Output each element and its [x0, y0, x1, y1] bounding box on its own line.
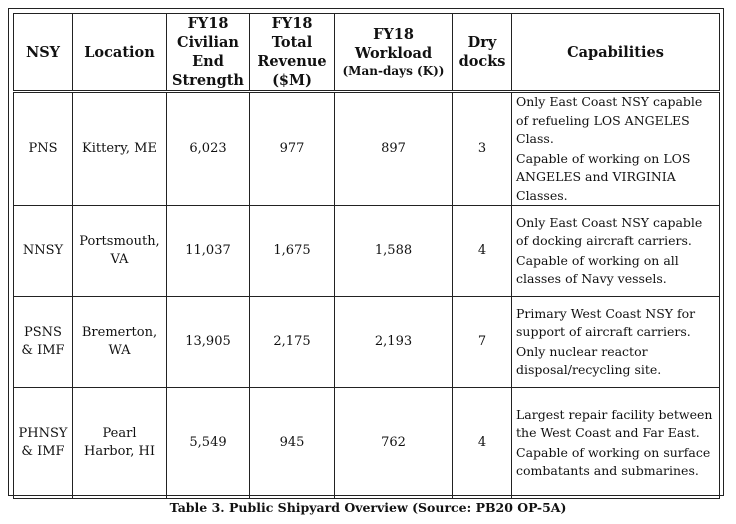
- capability-text: Capable of working on all classes of Navy vessels.: [516, 252, 679, 286]
- cell-location-line: VA: [110, 252, 129, 267]
- capability-text: Only East Coast NSY capable of refueling LOS ANGELES Class.: [516, 94, 703, 146]
- cell-nsy: [14, 388, 73, 499]
- cell-nsy-line: PNS: [28, 141, 58, 156]
- header-revenue-line: FY18: [271, 15, 313, 32]
- header-workload-unit: (Man-days (K)): [342, 64, 445, 78]
- cell-capabilities: [512, 388, 720, 499]
- table-row: [14, 388, 720, 499]
- cell-drydocks: 4: [453, 206, 512, 297]
- header-revenue-line: Revenue: [257, 53, 327, 70]
- header-civilian-line: Civilian: [177, 34, 239, 51]
- capability-text: Only nuclear reactor disposal/recycling site.: [516, 343, 662, 377]
- cell-location-line: Harbor, HI: [84, 444, 155, 459]
- capability-text: Primary West Coast NSY for support of aircraft carriers.: [516, 305, 696, 339]
- table-body: [14, 92, 720, 499]
- cell-capabilities: [512, 92, 720, 206]
- header-workload-line: FY18: [373, 26, 414, 43]
- cell-nsy: [14, 297, 73, 388]
- header-civilian-line: FY18: [187, 15, 229, 32]
- capability-text: Capable of working on LOS ANGELES and VIRGINIA Classes.: [516, 150, 691, 203]
- header-location: Location: [73, 14, 167, 92]
- cell-civilian: 13,905: [167, 297, 250, 388]
- header-civilian-line: End: [192, 53, 224, 70]
- header-row: [14, 14, 720, 92]
- cell-workload: 762: [335, 388, 453, 499]
- table-row: [14, 92, 720, 206]
- header-drydocks-line: Dry: [467, 34, 497, 51]
- cell-location: [73, 388, 167, 499]
- table-row: [14, 297, 720, 388]
- capability-text: Largest repair facility between the West Coast and Far East.: [516, 406, 713, 440]
- header-civilian: [167, 14, 250, 92]
- header-workload-line: Workload: [354, 45, 433, 62]
- cell-location: [73, 206, 167, 297]
- cell-nsy-line: & IMF: [21, 343, 65, 358]
- cell-workload: 2,193: [335, 297, 453, 388]
- cell-nsy-line: NNSY: [22, 243, 64, 258]
- header-capabilities: Capabilities: [512, 14, 720, 92]
- cell-revenue: 945: [250, 388, 335, 499]
- cell-civilian: 11,037: [167, 206, 250, 297]
- cell-revenue: 977: [250, 92, 335, 206]
- cell-location-line: WA: [108, 343, 131, 358]
- cell-workload: 1,588: [335, 206, 453, 297]
- header-workload: [335, 14, 453, 92]
- cell-location: [73, 92, 167, 206]
- shipyard-table: [13, 13, 720, 499]
- cell-location-line: Pearl: [102, 426, 137, 441]
- capability-text: Capable of working on surface combatants and submarines.: [516, 444, 711, 478]
- cell-location-line: Kittery, ME: [82, 141, 157, 156]
- cell-civilian: 6,023: [167, 92, 250, 206]
- cell-nsy-line: & IMF: [21, 444, 65, 459]
- table-row: [14, 206, 720, 297]
- header-revenue-line: ($M): [272, 72, 312, 89]
- cell-drydocks: 4: [453, 388, 512, 499]
- cell-workload: 897: [335, 92, 453, 206]
- header-nsy: NSY: [14, 14, 73, 92]
- cell-nsy-line: PHNSY: [18, 426, 68, 441]
- cell-drydocks: 3: [453, 92, 512, 206]
- header-revenue: [250, 14, 335, 92]
- header-civilian-line: Strength: [172, 72, 244, 89]
- cell-revenue: 1,675: [250, 206, 335, 297]
- cell-capabilities: [512, 297, 720, 388]
- cell-location-line: Portsmouth,: [79, 234, 160, 249]
- cell-capabilities: [512, 206, 720, 297]
- header-drydocks-line: docks: [458, 53, 506, 70]
- cell-civilian: 5,549: [167, 388, 250, 499]
- cell-location: [73, 297, 167, 388]
- cell-nsy-line: PSNS: [24, 325, 62, 340]
- cell-revenue: 2,175: [250, 297, 335, 388]
- cell-drydocks: 7: [453, 297, 512, 388]
- header-revenue-line: Total: [271, 34, 313, 51]
- cell-location-line: Bremerton,: [81, 325, 158, 340]
- header-drydocks: [453, 14, 512, 92]
- table-caption: Table 3. Public Shipyard Overview (Source: PB20 OP-5A): [169, 500, 567, 515]
- cell-nsy: [14, 92, 73, 206]
- cell-nsy: [14, 206, 73, 297]
- capability-text: Only East Coast NSY capable of docking aircraft carriers.: [516, 214, 703, 248]
